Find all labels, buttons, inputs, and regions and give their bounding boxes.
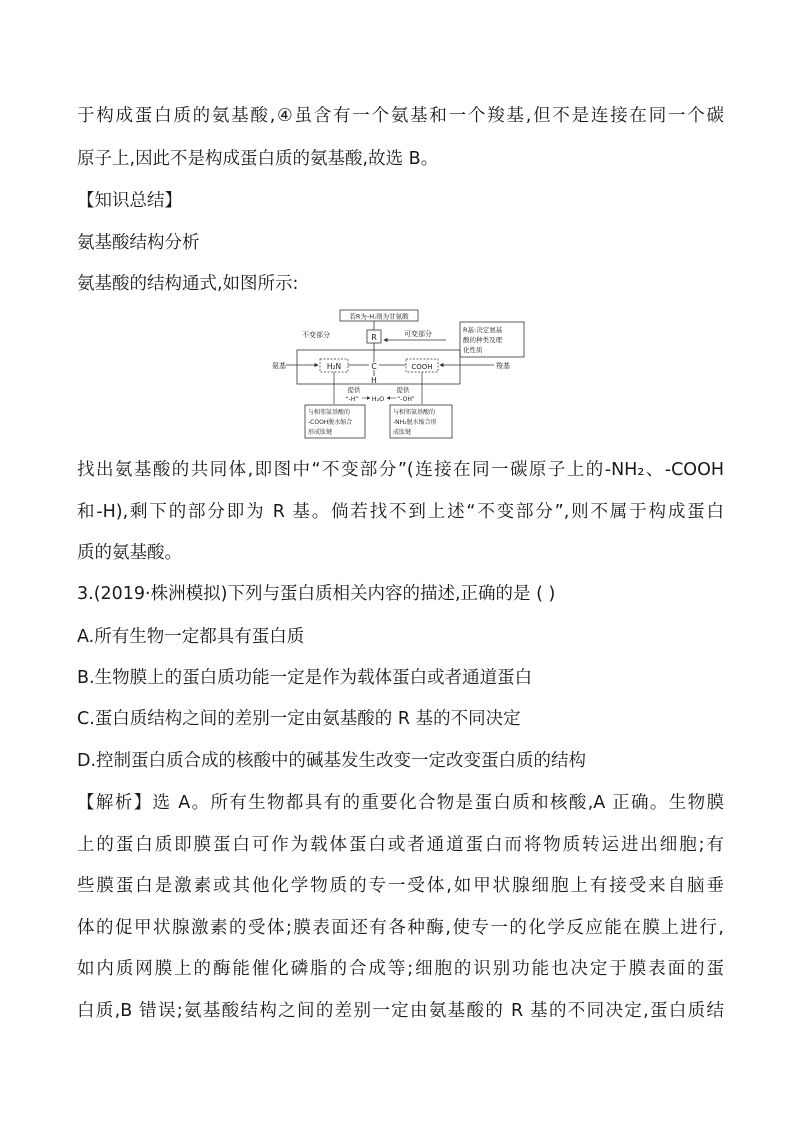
carboxyl-group-label: 羧基 [496,362,510,370]
h-quote-label: “-H” [345,396,359,403]
r-group-note-line: 酸的种类及理 [463,336,502,344]
text-line: 和-H),剩下的部分即为 R 基。倘若找不到上述“不变部分”,则不属于构成蛋白 [77,502,724,522]
text-line: 原子上,因此不是构成蛋白质的氨基酸,故选 B。 [77,149,439,169]
option-b: B.生物膜上的蛋白质功能一定是作为载体蛋白或者通道蛋白 [77,668,533,688]
subheading: 氨基酸结构分析 [77,233,200,253]
carbon-label: C [371,362,377,371]
analysis-line: 体的促甲状腺激素的受体;膜表面还有各种酶,使专一的化学反应能在膜上进行, [77,918,724,938]
analysis-line: 如内质网膜上的酶能催化磷脂的合成等;细胞的识别功能也决定于膜表面的蛋 [77,959,724,979]
right-note-line: -NH₂脱水缩合形 [393,419,437,426]
unchanged-frame [297,350,460,384]
option-a: A.所有生物一定都具有蛋白质 [77,627,305,647]
r-group-note-line: 化性质 [463,346,483,354]
hydrogen-label: H [371,376,377,385]
r-group-note-line: R基:决定氨基 [463,326,503,334]
section-heading: 【知识总结】 [77,191,182,211]
amino-acid-structure-diagram [270,308,532,440]
left-note-line: 与相邻氨基酸的 [308,409,351,416]
cooh-label: COOH [411,363,433,371]
right-note-line: 成肽键 [393,429,412,436]
analysis-line: 上的蛋白质即膜蛋白可作为载体蛋白或者通道蛋白而将物质转运进出细胞;有 [77,835,724,855]
r-group-label: R [371,333,377,342]
left-note-line: -COOH脱水缩合 [308,419,353,426]
provide-left-label: 提供 [347,386,361,394]
water-label: H₂O [371,395,385,403]
provide-right-label: 提供 [396,386,410,394]
analysis-line: 白质,B 错误;氨基酸结构之间的差别一定由氨基酸的 R 基的不同决定,蛋白质结 [77,1001,724,1021]
text-line: 氨基酸的结构通式,如图所示: [77,274,299,294]
variable-part-label: 可变部分 [404,330,432,338]
h2n-label: H₂N [326,362,342,371]
question-stem: 3.(2019·株洲模拟)下列与蛋白质相关内容的描述,正确的是 ( ) [77,584,556,604]
text-line: 质的氨基酸。 [77,543,182,563]
oh-quote-label: “-OH” [397,396,415,403]
unchanged-part-label: 不变部分 [302,331,330,339]
text-line: 找出氨基酸的共同体,即图中“不变部分”(连接在同一碳原子上的-NH₂、-COOH [77,460,724,480]
amino-group-label: 氨基 [272,362,286,370]
option-c: C.蛋白质结构之间的差别一定由氨基酸的 R 基的不同决定 [77,709,521,729]
analysis-line: 些膜蛋白是激素或其他化学物质的专一受体,如甲状腺细胞上有接受来自脑垂 [77,876,724,896]
analysis-line: 【解析】选 A。所有生物都具有的重要化合物是蛋白质和核酸,A 正确。生物膜 [77,793,724,813]
option-d: D.控制蛋白质合成的核酸中的碱基发生改变一定改变蛋白质的结构 [77,751,587,771]
right-note-line: 与相邻氨基酸的 [393,409,436,416]
left-note-line: 形成肽键 [308,429,333,436]
glycine-note: 若R为-H,则为甘氨酸 [349,312,409,321]
text-line: 于构成蛋白质的氨基酸,④虽含有一个氨基和一个羧基,但不是连接在同一个碳 [77,106,724,126]
